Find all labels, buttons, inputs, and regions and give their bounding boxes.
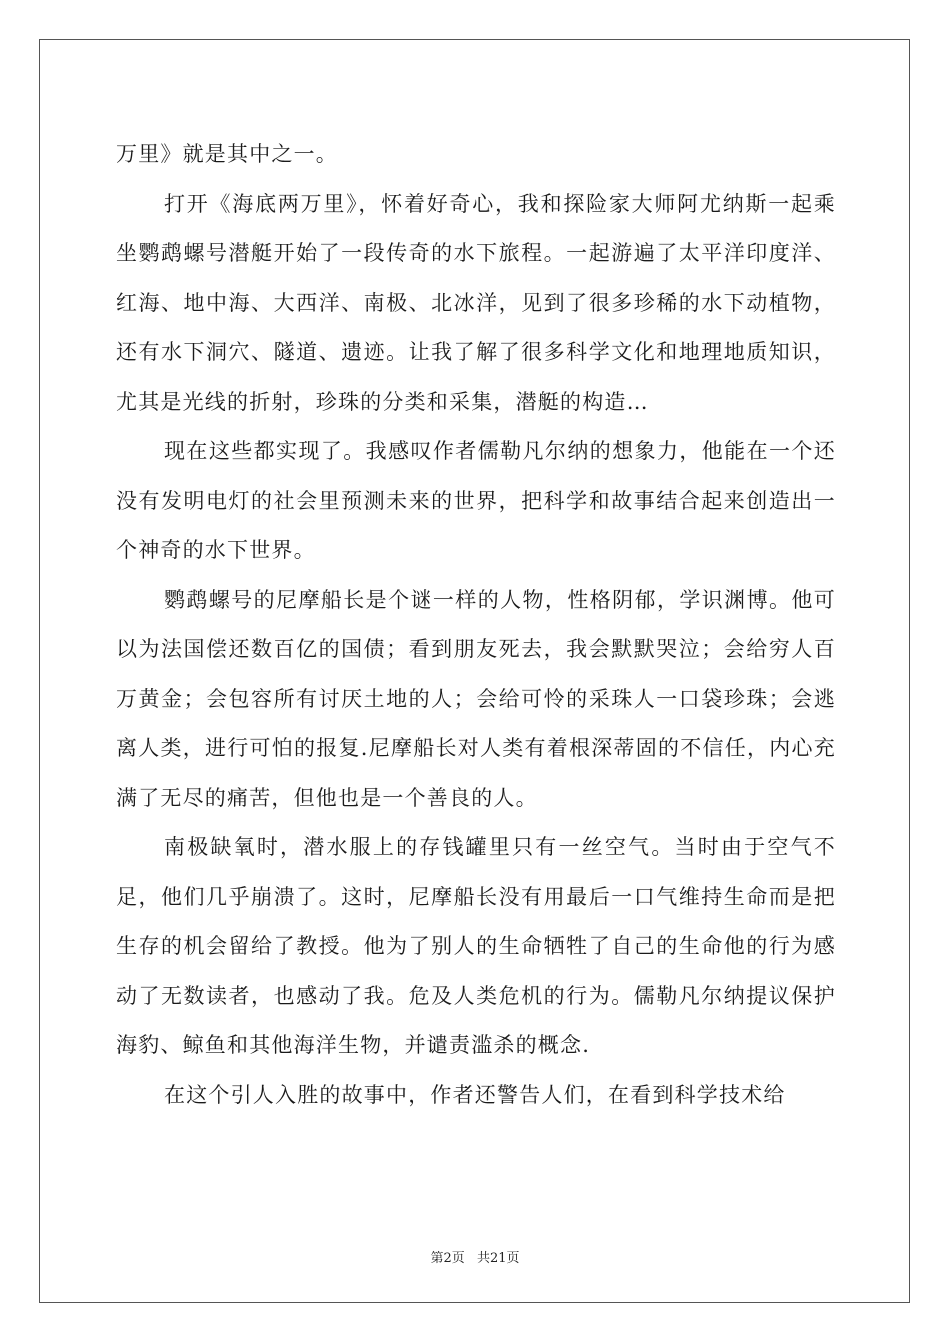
paragraph-2: 打开《海底两万里》，怀着好奇心，我和探险家大师阿尤纳斯一起乘坐鹦鹉螺号潜艇开始了一段传奇的水下旅程。一起游遍了太平洋印度洋、红海、地中海、大西洋、南极、北冰洋，见到了很多珍稀的水下动植物，还有水下洞穴、隧道、遗迹。让我了解了很多科学文化和地理地质知识，尤其是光线的折射，珍珠的分类和采集，潜艇的构造…: [116, 191, 836, 414]
paragraph-1: 万里》就是其中之一。: [116, 142, 338, 166]
paragraph-4: 鹦鹉螺号的尼摩船长是个谜一样的人物，性格阴郁，学识渊博。他可以为法国偿还数百亿的国债；看到朋友死去，我会默默哭泣；会给穷人百万黄金；会包容所有讨厌土地的人；会给可怜的采珠人一口袋珍珠；会逃离人类，进行可怕的报复.尼摩船长对人类有着根深蒂固的不信任，内心充满了无尽的痛苦，但他也是一个善良的人。: [116, 587, 836, 810]
page-total: 共21页: [476, 1251, 520, 1266]
page-footer: [0, 1247, 950, 1266]
paragraph-3: 现在这些都实现了。我感叹作者儒勒凡尔纳的想象力，他能在一个还没有发明电灯的社会里预测未来的世界，把科学和故事结合起来创造出一个神奇的水下世界。: [116, 439, 836, 562]
paragraph-5: 南极缺氧时，潜水服上的存钱罐里只有一丝空气。当时由于空气不足，他们几乎崩溃了。这时，尼摩船长没有用最后一口气维持生命而是把生存的机会留给了教授。他为了别人的生命牺牲了自己的生命他的行为感动了无数读者，也感动了我。危及人类危机的行为。儒勒凡尔纳提议保护海豹、鲸鱼和其他海洋生物，并谴责滥杀的概念.: [116, 835, 836, 1057]
document-body: [116, 130, 836, 1120]
paragraph-6: 在这个引人入胜的故事中，作者还警告人们，在看到科学技术给: [164, 1082, 786, 1107]
page-number: 第2页: [430, 1251, 465, 1266]
